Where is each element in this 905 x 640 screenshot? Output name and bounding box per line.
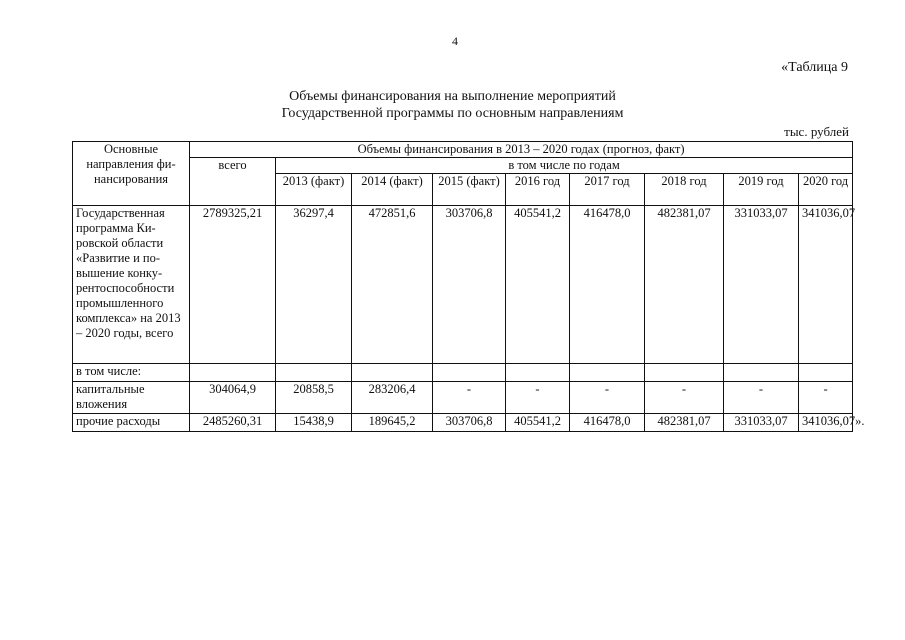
row-value bbox=[276, 364, 352, 382]
row-value: 482381,07 bbox=[645, 206, 724, 364]
row-value: 189645,2 bbox=[352, 414, 433, 432]
row-value: 303706,8 bbox=[433, 206, 506, 364]
row-value: 472851,6 bbox=[352, 206, 433, 364]
row-total: 2789325,21 bbox=[190, 206, 276, 364]
row-value bbox=[570, 364, 645, 382]
financing-table bbox=[72, 141, 865, 432]
row-value: 15438,9 bbox=[276, 414, 352, 432]
table-label: «Таблица 9 bbox=[781, 60, 848, 75]
title-line-2: Государственной программы по основным направлениям bbox=[281, 106, 624, 121]
row-value bbox=[352, 364, 433, 382]
row-name: капитальные вложения bbox=[73, 382, 190, 414]
table-row bbox=[73, 206, 853, 364]
row-value: 341036,07». bbox=[799, 414, 853, 432]
row-value bbox=[433, 364, 506, 382]
header-year: 2020 год bbox=[799, 174, 853, 206]
header-by-years: в том числе по годам bbox=[276, 158, 853, 174]
row-value: - bbox=[570, 382, 645, 414]
row-value: - bbox=[433, 382, 506, 414]
row-value: 283206,4 bbox=[352, 382, 433, 414]
row-name: Государственная программа Ки-ровской области «Развитие и по-вышение конку-рентоспособности промышленного комплекса» на 2013 – 2020 годы, всего bbox=[73, 206, 190, 364]
row-name: в том числе: bbox=[73, 364, 190, 382]
row-value: - bbox=[799, 382, 853, 414]
header-year: 2015 (факт) bbox=[433, 174, 506, 206]
header-direction: Основные направления фи-нансирования bbox=[73, 142, 190, 206]
table-title bbox=[0, 88, 905, 122]
row-value: 416478,0 bbox=[570, 414, 645, 432]
row-value: 405541,2 bbox=[506, 414, 570, 432]
row-value: 405541,2 bbox=[506, 206, 570, 364]
row-value bbox=[724, 364, 799, 382]
row-value: 303706,8 bbox=[433, 414, 506, 432]
row-total: 304064,9 bbox=[190, 382, 276, 414]
row-value bbox=[645, 364, 724, 382]
row-value bbox=[799, 364, 853, 382]
row-value: - bbox=[724, 382, 799, 414]
row-value: - bbox=[645, 382, 724, 414]
row-name: прочие расходы bbox=[73, 414, 190, 432]
header-year: 2016 год bbox=[506, 174, 570, 206]
row-value: - bbox=[506, 382, 570, 414]
row-total bbox=[190, 364, 276, 382]
header-total: всего bbox=[190, 158, 276, 206]
row-value: 36297,4 bbox=[276, 206, 352, 364]
header-volumes: Объемы финансирования в 2013 – 2020 годах (прогноз, факт) bbox=[190, 142, 853, 158]
header-year: 2019 год bbox=[724, 174, 799, 206]
row-value: 341036,07 bbox=[799, 206, 853, 364]
header-year: 2018 год bbox=[645, 174, 724, 206]
table-row bbox=[73, 364, 853, 382]
row-value: 331033,07 bbox=[724, 206, 799, 364]
row-value: 482381,07 bbox=[645, 414, 724, 432]
table-row bbox=[73, 414, 853, 432]
title-line-1: Объемы финансирования на выполнение мероприятий bbox=[289, 89, 616, 104]
page-number: 4 bbox=[452, 34, 458, 48]
row-value bbox=[506, 364, 570, 382]
header-year: 2013 (факт) bbox=[276, 174, 352, 206]
row-total: 2485260,31 bbox=[190, 414, 276, 432]
row-value: 331033,07 bbox=[724, 414, 799, 432]
row-value: 20858,5 bbox=[276, 382, 352, 414]
table-row bbox=[73, 382, 853, 414]
units-label: тыс. рублей bbox=[784, 124, 849, 139]
header-year: 2017 год bbox=[570, 174, 645, 206]
row-value: 416478,0 bbox=[570, 206, 645, 364]
header-year: 2014 (факт) bbox=[352, 174, 433, 206]
